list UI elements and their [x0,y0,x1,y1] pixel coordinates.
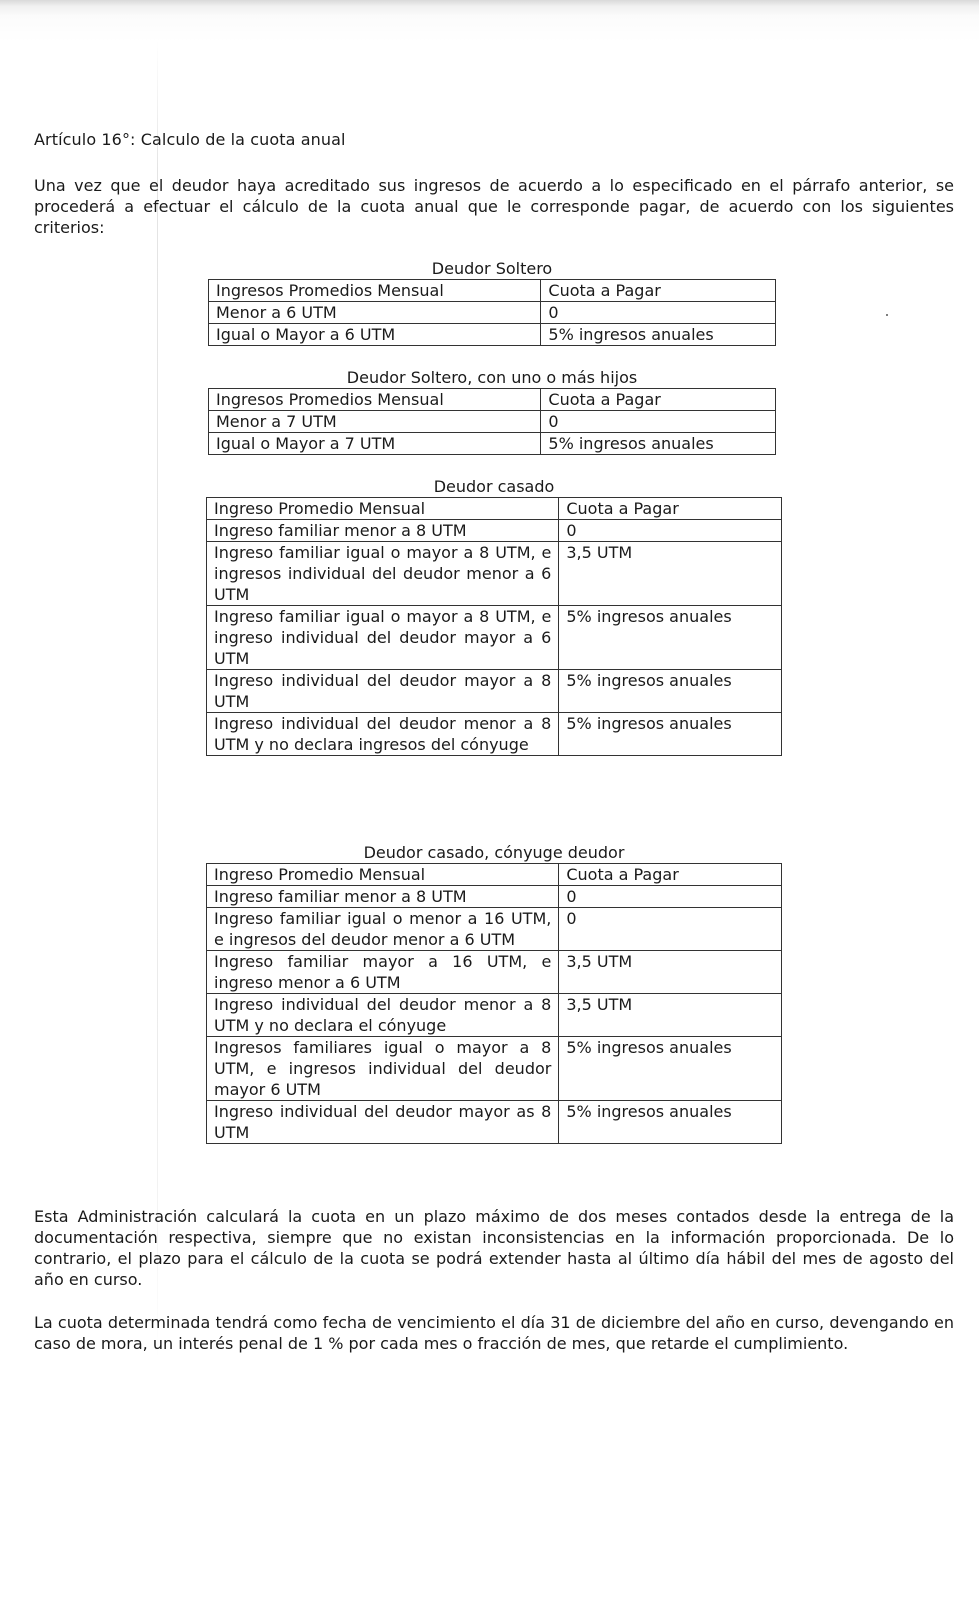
table-cell: 5% ingresos anuales [559,1101,782,1144]
table-cell: 0 [559,886,782,908]
table-cell: Ingreso familiar igual o menor a 16 UTM, e ingresos del deudor menor a 6 UTM [207,908,559,951]
table-row [207,542,782,606]
table-cell: Ingreso familiar menor a 8 UTM [207,520,559,542]
table-row [207,1101,782,1144]
table-row [207,886,782,908]
table-row [207,670,782,713]
table-header-cell: Cuota a Pagar [559,864,782,886]
table-cell: Ingreso familiar mayor a 16 UTM, e ingreso menor a 6 UTM [207,951,559,994]
table-row [207,498,782,520]
table-header-cell: Ingreso Promedio Mensual [207,864,559,886]
table-caption-casado-conyuge: Deudor casado, cónyuge deudor [363,843,625,862]
table-casado [206,497,782,756]
table-row [209,324,776,346]
closing-paragraph-due-date: La cuota determinada tendrá como fecha de vencimiento el día 31 de diciembre del año en curso, devengando en caso de mora, un interés penal de 1 % por cada mes o fracción de mes, que retarde el cumplimiento. [34,1313,954,1353]
table-caption-soltero-hijos: Deudor Soltero, con uno o más hijos [346,368,638,387]
table-cell: 5% ingresos anuales [541,324,776,346]
table-cell: Ingresos familiares igual o mayor a 8 UTM, e ingresos individual del deudor mayor 6 UTM [207,1037,559,1101]
table-cell: Ingreso familiar igual o mayor a 8 UTM, e ingresos individual del deudor menor a 6 UTM [207,542,559,606]
table-row [209,302,776,324]
table-cell: 0 [541,302,776,324]
table-header-cell: Cuota a Pagar [541,389,776,411]
table-cell: Ingreso individual del deudor mayor a 8 UTM [207,670,559,713]
table-row [207,1037,782,1101]
table-header-cell: Ingresos Promedios Mensual [209,280,541,302]
table-cell: 0 [541,411,776,433]
closing-paragraph-deadline: Esta Administración calculará la cuota en un plazo máximo de dos meses contados desde la entrega de la documentación respectiva, siempre que no existan inconsistencias en la información proporcionada. De lo contrario, el plazo para el cálculo de la cuota se podrá extender hasta al último día hábil del mes de agosto del año en curso. [34,1207,954,1289]
table-header-cell: Ingreso Promedio Mensual [207,498,559,520]
table-cell: 0 [559,520,782,542]
table-caption-casado: Deudor casado [433,477,555,496]
table-cell: Ingreso individual del deudor menor a 8 UTM y no declara ingresos del cónyuge [207,713,559,756]
table-header-cell: Cuota a Pagar [541,280,776,302]
table-cell: Ingreso familiar menor a 8 UTM [207,886,559,908]
table-cell: Menor a 7 UTM [209,411,541,433]
table-cell: 5% ingresos anuales [559,670,782,713]
table-casado-conyuge [206,863,782,1144]
table-row [209,411,776,433]
table-row [207,520,782,542]
table-cell: 0 [559,908,782,951]
table-cell: 3,5 UTM [559,951,782,994]
table-header-cell: Ingresos Promedios Mensual [209,389,541,411]
table-cell: 3,5 UTM [559,542,782,606]
table-cell: Igual o Mayor a 7 UTM [209,433,541,455]
scan-fold-line [157,40,158,1360]
scan-shadow [0,0,979,42]
article-heading: Artículo 16°: Calculo de la cuota anual [34,130,346,149]
table-cell: 5% ingresos anuales [559,606,782,670]
table-cell: 5% ingresos anuales [541,433,776,455]
table-cell: 5% ingresos anuales [559,1037,782,1101]
table-cell: Igual o Mayor a 6 UTM [209,324,541,346]
table-cell: Menor a 6 UTM [209,302,541,324]
table-row [207,908,782,951]
table-row [207,606,782,670]
scan-speck [886,314,888,316]
table-row [207,994,782,1037]
table-row [209,389,776,411]
table-cell: 3,5 UTM [559,994,782,1037]
table-soltero-hijos [208,388,776,455]
table-cell: Ingreso individual del deudor mayor as 8 UTM [207,1101,559,1144]
table-row [207,864,782,886]
table-cell: 5% ingresos anuales [559,713,782,756]
table-row [207,713,782,756]
table-cell: Ingreso familiar igual o mayor a 8 UTM, e ingreso individual del deudor mayor a 6 UTM [207,606,559,670]
table-soltero [208,279,776,346]
table-cell: Ingreso individual del deudor menor a 8 UTM y no declara el cónyuge [207,994,559,1037]
table-caption-soltero: Deudor Soltero [431,259,553,278]
table-row [207,951,782,994]
table-row [209,433,776,455]
intro-paragraph: Una vez que el deudor haya acreditado sus ingresos de acuerdo a lo especificado en el párrafo anterior, se procederá a efectuar el cálculo de la cuota anual que le corresponde pagar, de acuerdo con los siguientes criterios: [34,176,954,237]
table-header-cell: Cuota a Pagar [559,498,782,520]
table-row [209,280,776,302]
